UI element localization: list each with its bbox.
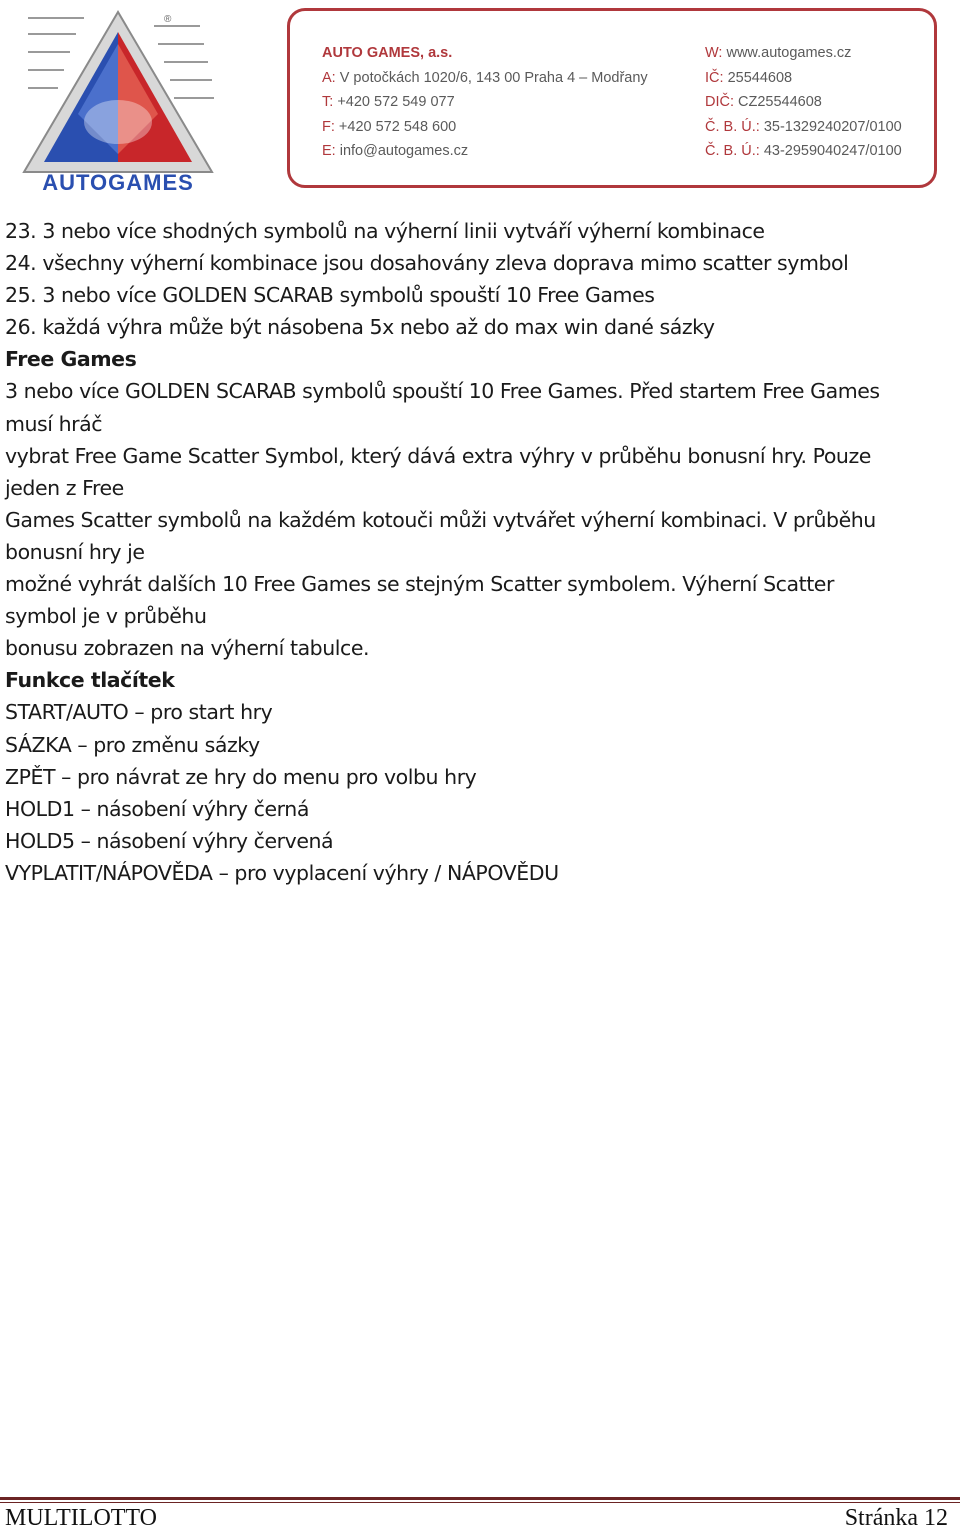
button-function-line: HOLD1 – násobení výhry černá (5, 796, 309, 821)
svg-text:AUTOGAMES: AUTOGAMES (42, 170, 194, 195)
company-account-1: Č. B. Ú.: 35-1329240207/0100 (705, 118, 902, 135)
free-games-heading: Free Games (5, 347, 137, 372)
footer-document-title: MULTILOTTO (5, 1505, 157, 1531)
company-address: A: V potočkách 1020/6, 143 00 Praha 4 – Modřany (322, 69, 648, 86)
company-name: AUTO GAMES, a.s. (322, 45, 453, 61)
free-games-line: jeden z Free (5, 475, 124, 500)
rule-line: 24. všechny výherní kombinace jsou dosahovány zleva doprava mimo scatter symbol (5, 251, 849, 276)
document-body (5, 215, 955, 889)
free-games-line: symbol je v průběhu (5, 604, 207, 629)
free-games-line: Games Scatter symbolů na každém kotouči můži vytvářet výherní kombinaci. V průběhu (5, 507, 876, 532)
button-function-line: ZPĚT – pro návrat ze hry do menu pro volbu hry (5, 764, 477, 789)
company-phone: T: +420 572 549 077 (322, 94, 455, 111)
button-function-line: HOLD5 – násobení výhry červená (5, 828, 334, 853)
rule-line: 23. 3 nebo více shodných symbolů na výherní linii vytváří výherní kombinace (5, 219, 765, 243)
free-games-line: možné vyhrát dalších 10 Free Games se stejným Scatter symbolem. Výherní Scatter (5, 572, 834, 597)
rule-line: 26. každá výhra může být násobena 5x nebo až do max win dané sázky (5, 315, 715, 340)
button-function-line: VYPLATIT/NÁPOVĚDA – pro vyplacení výhry / NÁPOVĚDU (5, 860, 559, 885)
company-web: W: www.autogames.cz (705, 45, 852, 61)
free-games-line: bonusní hry je (5, 539, 145, 564)
company-ic: IČ: 25544608 (705, 69, 793, 86)
button-function-line: START/AUTO – pro start hry (5, 700, 273, 725)
svg-text:®: ® (164, 14, 172, 25)
company-registration-column (705, 41, 902, 164)
free-games-line: 3 nebo více GOLDEN SCARAB symbolů spouští 10 Free Games. Před startem Free Games (5, 379, 880, 404)
free-games-line: vybrat Free Game Scatter Symbol, který dává extra výhry v průběhu bonusní hry. Pouze (5, 443, 871, 468)
footer-page-number: Stránka 12 (844, 1505, 948, 1531)
button-function-line: SÁZKA – pro změnu sázky (5, 732, 260, 757)
footer-rule-thin (0, 1502, 960, 1503)
company-email: E: info@autogames.cz (322, 143, 469, 160)
company-account-2: Č. B. Ú.: 43-2959040247/0100 (705, 143, 902, 160)
company-contact-column (322, 41, 648, 164)
rule-line: 25. 3 nebo více GOLDEN SCARAB symbolů spouští 10 Free Games (5, 283, 655, 308)
company-fax: F: +420 572 548 600 (322, 118, 457, 135)
company-dic: DIČ: CZ25544608 (705, 94, 822, 111)
footer-rule (0, 1497, 960, 1500)
company-info-box (287, 8, 937, 188)
autogames-logo (14, 4, 220, 196)
buttons-heading: Funkce tlačítek (5, 668, 175, 693)
free-games-line: bonusu zobrazen na výherní tabulce. (5, 636, 370, 661)
free-games-line: musí hráč (5, 411, 103, 436)
page-header (0, 0, 960, 200)
